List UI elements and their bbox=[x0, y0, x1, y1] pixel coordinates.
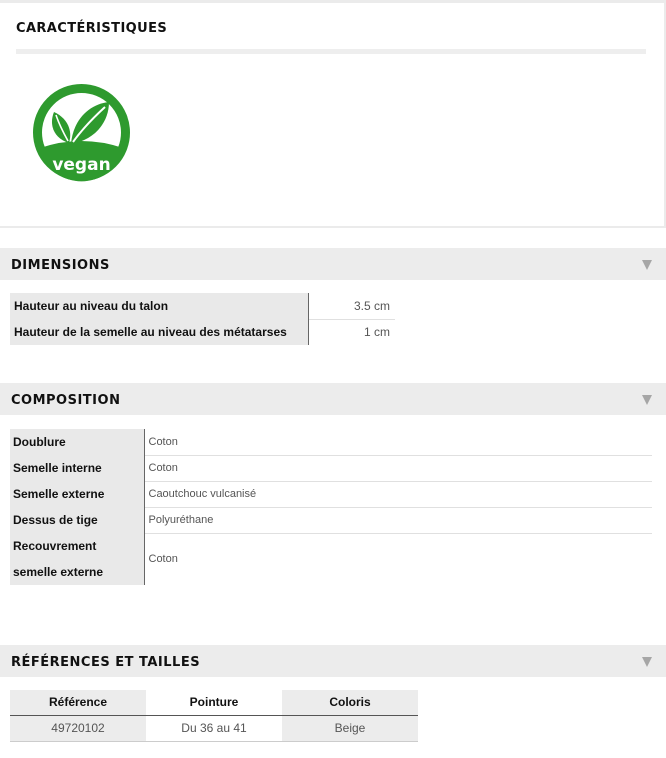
table-row bbox=[10, 319, 395, 345]
vegan-leaf-icon bbox=[31, 82, 132, 185]
table-row bbox=[10, 715, 418, 741]
composition-label: Doublure bbox=[10, 429, 144, 455]
chevron-down-icon[interactable] bbox=[642, 395, 652, 405]
table-row bbox=[10, 481, 652, 507]
table-row bbox=[10, 507, 652, 533]
characteristics-card bbox=[0, 0, 666, 228]
references-title: RÉFÉRENCES ET TAILLES bbox=[11, 655, 201, 670]
column-header-color: Coloris bbox=[282, 690, 418, 715]
composition-label: Semelle interne bbox=[10, 455, 144, 481]
table-row bbox=[10, 429, 652, 455]
table-row bbox=[10, 455, 652, 481]
dimension-label: Hauteur de la semelle au niveau des métatarses bbox=[10, 319, 308, 345]
table-row bbox=[10, 533, 652, 585]
dimensions-table bbox=[10, 293, 395, 345]
composition-value: Polyuréthane bbox=[144, 507, 652, 533]
characteristics-title: CARACTÉRISTIQUES bbox=[16, 21, 168, 36]
size-value: Du 36 au 41 bbox=[146, 715, 282, 741]
composition-title: COMPOSITION bbox=[11, 393, 121, 408]
composition-value: Coton bbox=[144, 455, 652, 481]
dimension-label: Hauteur au niveau du talon bbox=[10, 293, 308, 319]
characteristics-divider bbox=[16, 49, 646, 54]
dimension-value: 1 cm bbox=[363, 325, 390, 340]
composition-table bbox=[10, 429, 652, 585]
composition-label: Semelle externe bbox=[10, 481, 144, 507]
composition-label: Recouvrement semelle externe bbox=[10, 533, 144, 585]
composition-label: Dessus de tige bbox=[10, 507, 144, 533]
table-header-row bbox=[10, 690, 418, 715]
references-header[interactable] bbox=[0, 645, 666, 677]
composition-header[interactable] bbox=[0, 383, 666, 415]
dimensions-title: DIMENSIONS bbox=[11, 258, 110, 273]
dimensions-header[interactable] bbox=[0, 248, 666, 280]
composition-value: Coton bbox=[144, 429, 652, 455]
color-value: Beige bbox=[282, 715, 418, 741]
chevron-down-icon[interactable] bbox=[642, 260, 652, 270]
table-row bbox=[10, 293, 395, 319]
composition-value: Caoutchouc vulcanisé bbox=[144, 481, 652, 507]
column-header-size: Pointure bbox=[146, 690, 282, 715]
composition-value: Coton bbox=[148, 553, 178, 566]
column-header-reference: Référence bbox=[10, 690, 146, 715]
vegan-logo-text: vegan bbox=[52, 155, 111, 175]
chevron-down-icon[interactable] bbox=[642, 657, 652, 667]
reference-value: 49720102 bbox=[10, 715, 146, 741]
references-table bbox=[10, 690, 418, 742]
dimension-value: 3.5 cm bbox=[308, 293, 395, 319]
